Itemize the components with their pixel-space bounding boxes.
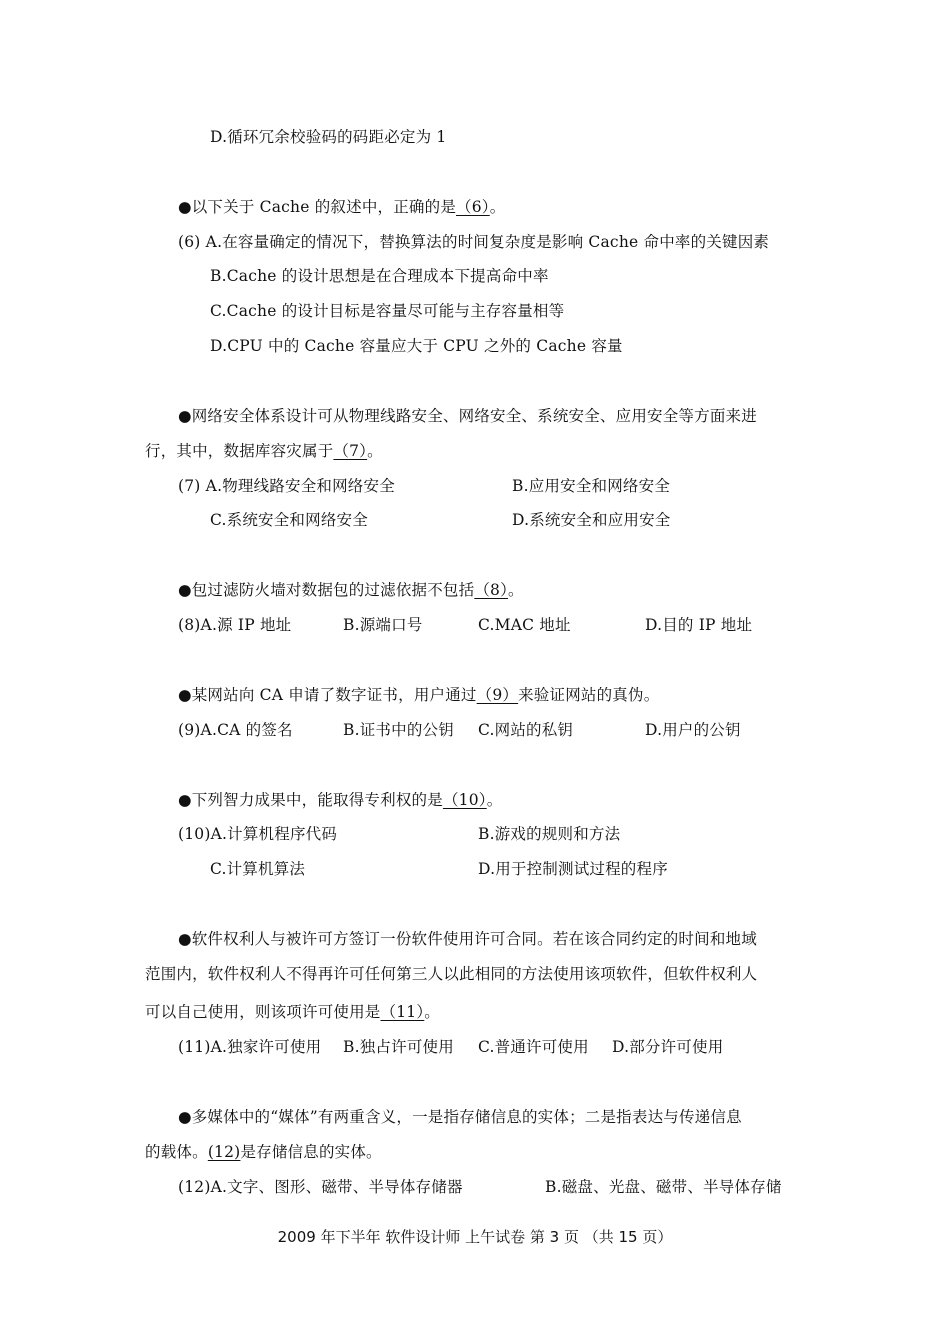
q10-option-a: (10)A.计算机程序代码: [178, 825, 338, 843]
q10-option-c: C.计算机算法: [210, 860, 306, 878]
q10-option-b: B.游戏的规则和方法: [478, 825, 621, 843]
q11-option-d: D.部分许可使用: [612, 1038, 724, 1056]
q9-option-a: (9)A.CA 的签名: [178, 721, 293, 739]
q5-option-d: D.循环冗余校验码的码距必定为 1: [210, 128, 447, 146]
q6-option-c: C.Cache 的设计目标是容量尽可能与主存容量相等: [210, 302, 565, 320]
q11-option-c: C.普通许可使用: [478, 1038, 589, 1056]
q12-stem-line2: 的载体。(12)是存储信息的实体。: [145, 1143, 382, 1161]
page-footer: 2009 年下半年 软件设计师 上午试卷 第 3 页 （共 15 页）: [277, 1228, 673, 1246]
q10-option-d: D.用于控制测试过程的程序: [478, 860, 668, 878]
q6-option-b: B.Cache 的设计思想是在合理成本下提高命中率: [210, 267, 549, 285]
q9-blank: （9）: [476, 686, 519, 704]
q7-option-b: B.应用安全和网络安全: [512, 477, 671, 495]
q9-stem: ●某网站向 CA 申请了数字证书，用户通过（9）来验证网站的真伪。: [178, 686, 660, 704]
q8-option-b: B.源端口号: [343, 616, 423, 634]
q11-option-b: B.独占许可使用: [343, 1038, 454, 1056]
q11-stem-line1: ●软件权利人与被许可方签订一份软件使用许可合同。若在该合同约定的时间和地域: [178, 930, 757, 948]
q11-stem-line3: 可以自己使用，则该项许可使用是（11）。: [145, 1003, 440, 1021]
q12-option-b: B.磁盘、光盘、磁带、半导体存储: [545, 1178, 782, 1196]
q6-option-d: D.CPU 中的 Cache 容量应大于 CPU 之外的 Cache 容量: [210, 337, 623, 355]
q11-stem-line2: 范围内，软件权利人不得再许可任何第三人以此相同的方法使用该项软件，但软件权利人: [145, 965, 758, 983]
q11-option-a: (11)A.独家许可使用: [178, 1038, 322, 1056]
q7-option-c: C.系统安全和网络安全: [210, 511, 368, 529]
q12-blank: (12): [207, 1143, 241, 1161]
q8-blank: （8）: [474, 581, 509, 599]
q7-blank: （7）: [333, 442, 368, 460]
q7-option-a: (7) A.物理线路安全和网络安全: [178, 477, 395, 495]
q6-blank: （6）: [456, 198, 490, 216]
q12-stem-line1: ●多媒体中的“媒体”有两重含义，一是指存储信息的实体；二是指表达与传递信息: [178, 1108, 742, 1126]
q7-stem-line2: 行，其中，数据库容灾属于（7）。: [145, 442, 383, 460]
q8-stem: ●包过滤防火墙对数据包的过滤依据不包括（8）。: [178, 581, 524, 599]
q12-option-a: (12)A.文字、图形、磁带、半导体存储器: [178, 1178, 463, 1196]
q10-blank: （10）: [442, 791, 487, 809]
q8-option-c: C.MAC 地址: [478, 616, 571, 634]
q8-option-d: D.目的 IP 地址: [645, 616, 753, 634]
q11-blank: （11）: [380, 1003, 425, 1021]
q6-option-a: (6) A.在容量确定的情况下，替换算法的时间复杂度是影响 Cache 命中率的关键因素: [178, 233, 770, 251]
q10-stem: ●下列智力成果中，能取得专利权的是（10）。: [178, 791, 503, 809]
q6-stem: ●以下关于 Cache 的叙述中，正确的是（6）。: [178, 198, 506, 216]
q9-option-b: B.证书中的公钥: [343, 721, 454, 739]
q7-option-d: D.系统安全和应用安全: [512, 511, 671, 529]
q7-stem-line1: ●网络安全体系设计可从物理线路安全、网络安全、系统安全、应用安全等方面来进: [178, 407, 757, 425]
q9-option-d: D.用户的公钥: [645, 721, 741, 739]
q8-option-a: (8)A.源 IP 地址: [178, 616, 292, 634]
q9-option-c: C.网站的私钥: [478, 721, 574, 739]
